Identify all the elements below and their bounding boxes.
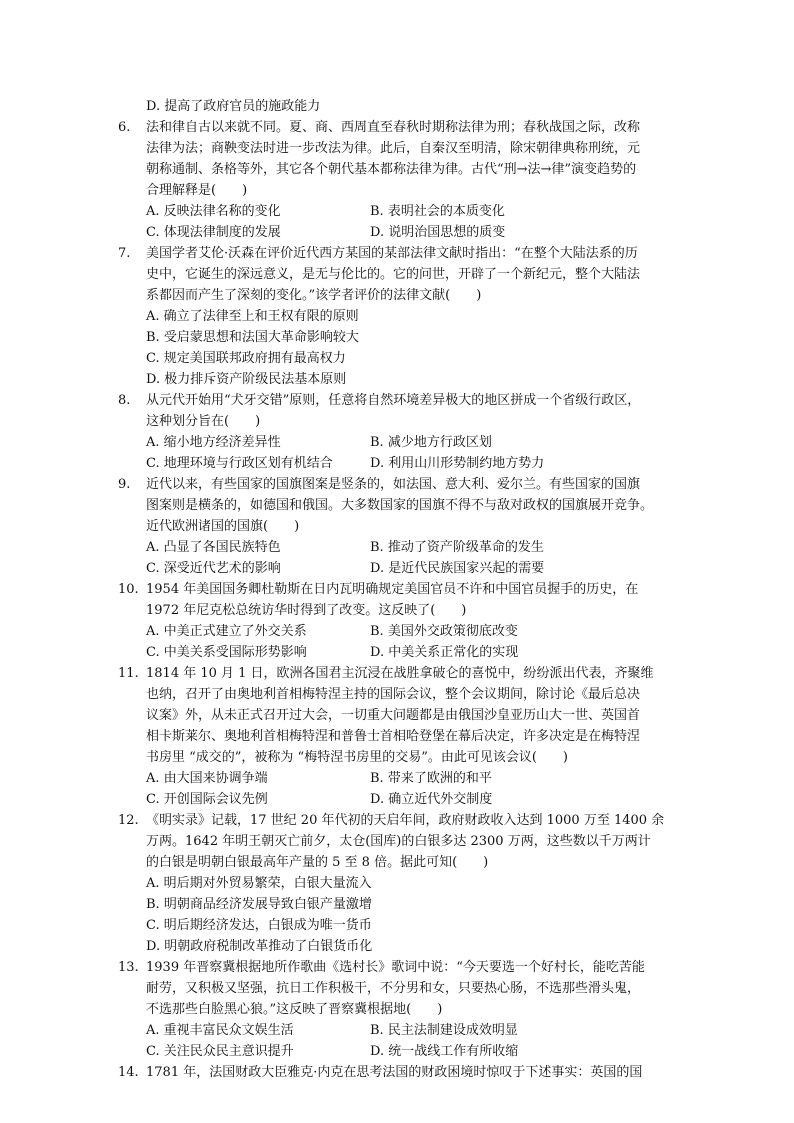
answer-option[interactable]: B. 受启蒙思想和法国大革命影响较大 [146, 330, 359, 345]
question-number: 12. [118, 813, 139, 828]
question-stem-line: 从元代开始用“犬牙交错”原则，任意将自然环境差异极大的地区拼成一个省级行政区， [146, 393, 641, 408]
option-row [146, 348, 678, 369]
answer-option[interactable]: C. 规定美国联邦政府拥有最高权力 [146, 351, 346, 366]
question-stem-line: 法和律自古以来就不同。夏、商、西周直至春秋时期称法律为刑；春秋战国之际，改称 [146, 120, 641, 135]
question-8 [118, 390, 678, 474]
option-text: D. 提高了政府官员的施政能力 [146, 99, 321, 114]
answer-option[interactable]: A. 凸显了各国民族特色 [146, 540, 281, 555]
question-number: 6. [118, 120, 131, 135]
question-stem-line: 的白银是明朝白银最高年产量的 5 至 8 倍。据此可知( ) [146, 855, 489, 870]
answer-option[interactable]: C. 关注民众民主意识提升 [146, 1044, 294, 1059]
option-row [146, 789, 678, 810]
question-stem-line: 1781 年，法国财政大臣雅克·内克在思考法国的财政困境时惊叹于下述事实：英国的国 [146, 1065, 643, 1080]
answer-option[interactable]: D. 说明治国思想的质变 [370, 225, 506, 240]
question-stem-line: 法律为法；商鞅变法时进一步改法为律。此后，自秦汉至明清，除宋朝律典称刑统，元 [146, 141, 641, 156]
answer-option[interactable]: D. 利用山川形势制约地方势力 [370, 456, 545, 471]
option-row [146, 453, 678, 474]
answer-option[interactable]: A. 明后期对外贸易繁荣，白银大量流入 [146, 876, 372, 891]
answer-option[interactable]: A. 由大国来协调争端 [146, 771, 268, 786]
option-row [146, 222, 678, 243]
question-stem-line: 1814 年 10 月 1 日，欧洲各国君主沉浸在战胜拿破仑的喜悦中，纷纷派出代表，齐聚维 [146, 666, 654, 681]
option-row [146, 873, 678, 894]
question-list [118, 96, 678, 1083]
option-row [146, 537, 678, 558]
option-row [146, 306, 678, 327]
question-stem-line: 议案》外，从未正式召开过大会，一切重大问题都是由俄国沙皇亚历山大一世、英国首 [146, 708, 641, 723]
question-9 [118, 474, 678, 579]
answer-option[interactable]: A. 重视丰富民众文娱生活 [146, 1023, 294, 1038]
question-stem-line: 史中，它诞生的深远意义，是无与伦比的。它的问世，开辟了一个新纪元，整个大陆法 [146, 267, 641, 282]
question-14 [118, 1062, 678, 1083]
question-stem-line: 1972 年尼克松总统访华时得到了改变。这反映了( ) [146, 603, 467, 618]
answer-option[interactable]: B. 明朝商品经济发展导致白银产量激增 [146, 897, 372, 912]
answer-option[interactable]: B. 推动了资产阶级革命的发生 [370, 540, 544, 555]
question-stem-line: 也纳，召开了由奥地利首相梅特涅主持的国际会议，整个会议期间，除讨论《最后总决 [146, 687, 641, 702]
answer-option[interactable]: B. 带来了欧洲的和平 [370, 771, 492, 786]
option-row [146, 621, 678, 642]
question-number: 7. [118, 246, 131, 261]
answer-option[interactable]: D. 确立近代外交制度 [370, 792, 493, 807]
answer-option[interactable]: A. 确立了法律至上和王权有限的原则 [146, 309, 359, 324]
question-stem-line: 书房里 “成交的”，被称为 “梅特涅书房里的交易”。由此可见该会议( ) [146, 750, 568, 765]
question-stem-line: 美国学者艾伦·沃森在评价近代西方某国的某部法律文献时指出：“在整个大陆法系的历 [146, 246, 638, 261]
question-stem-line: 耐劳，又积极又坚强，抗日工作积极干，不分男和女，只要热心肠，不选那些滑头鬼， [146, 981, 641, 996]
question-stem-line: 《明实录》记载，17 世纪 20 年代初的天启年间，政府财政收入达到 1000 万至 1400 余 [146, 813, 665, 828]
lead-option [118, 96, 678, 117]
question-number: 14. [118, 1065, 139, 1080]
answer-option[interactable]: A. 反映法律名称的变化 [146, 204, 281, 219]
option-row [146, 558, 678, 579]
option-row [146, 1041, 678, 1062]
question-stem-line: 1954 年美国国务卿杜勒斯在日内瓦明确规定美国官员不许和中国官员握手的历史，在 [146, 582, 639, 597]
option-row [146, 201, 678, 222]
answer-option[interactable]: C. 体现法律制度的发展 [146, 225, 281, 240]
option-row [146, 327, 678, 348]
answer-option[interactable]: C. 开创国际会议先例 [146, 792, 268, 807]
answer-option[interactable]: C. 中美关系受国际形势影响 [146, 645, 307, 660]
answer-option[interactable]: D. 极力排斥资产阶级民法基本原则 [146, 372, 347, 387]
question-number: 11. [118, 666, 139, 681]
question-stem-line: 合理解释是( ) [146, 183, 248, 198]
option-row [146, 915, 678, 936]
question-stem-line: 万两。1642 年明王朝灭亡前夕，太仓(国库)的白银多达 2300 万两，这些数以千万两计 [146, 834, 651, 849]
question-number: 13. [118, 960, 139, 975]
question-11 [118, 663, 678, 810]
answer-option[interactable]: D. 统一战线工作有所收缩 [370, 1044, 519, 1059]
answer-option[interactable]: B. 民主法制建设成效明显 [370, 1023, 518, 1038]
answer-option[interactable]: B. 表明社会的本质变化 [370, 204, 505, 219]
question-stem-line: 相卡斯莱尔、奥地利首相梅特涅和普鲁士首相哈登堡在幕后决定，许多决定是在梅特涅 [146, 729, 641, 744]
option-row [146, 936, 678, 957]
option-row [146, 768, 678, 789]
option-row [146, 642, 678, 663]
question-10 [118, 579, 678, 663]
question-stem-line: 图案则是横条的，如德国和俄国。大多数国家的国旗不得不与敌对政权的国旗展开竞争。 [146, 498, 654, 513]
answer-option[interactable]: B. 减少地方行政区划 [370, 435, 492, 450]
question-stem-line: 朝称通制、条格等外，其它各个朝代基本都称法律为律。古代“刑→法→律”演变趋势的 [146, 162, 637, 177]
answer-option[interactable]: A. 中美正式建立了外交关系 [146, 624, 307, 639]
answer-option[interactable]: A. 缩小地方经济差异性 [146, 435, 281, 450]
option-row [146, 894, 678, 915]
answer-option[interactable]: B. 美国外交政策彻底改变 [370, 624, 518, 639]
question-6 [118, 117, 678, 243]
answer-option[interactable]: D. 是近代民族国家兴起的需要 [370, 561, 545, 576]
option-row [146, 432, 678, 453]
option-row [146, 369, 678, 390]
question-stem-line: 近代欧洲诸国的国旗( ) [146, 519, 300, 534]
answer-option[interactable]: C. 明后期经济发达，白银成为唯一货币 [146, 918, 372, 933]
question-stem-line: 系都因而产生了深刻的变化。”该学者评价的法律文献( ) [146, 288, 482, 303]
option-row [146, 1020, 678, 1041]
question-stem-line: 这种划分旨在( ) [146, 414, 261, 429]
answer-option[interactable]: C. 深受近代艺术的影响 [146, 561, 281, 576]
answer-option[interactable]: C. 地理环境与行政区划有机结合 [146, 456, 333, 471]
question-stem-line: 1939 年晋察冀根据地所作歌曲《选村长》歌词中说：“今天要选一个好村长，能吃苦能 [146, 960, 645, 975]
question-stem-line: 近代以来，有些国家的国旗图案是竖条的，如法国、意大利、爱尔兰。有些国家的国旗 [146, 477, 641, 492]
question-number: 9. [118, 477, 131, 492]
question-number: 10. [118, 582, 139, 597]
answer-option[interactable]: D. 中美关系正常化的实现 [370, 645, 519, 660]
question-number: 8. [118, 393, 131, 408]
question-12 [118, 810, 678, 957]
answer-option[interactable]: D. 明朝政府税制改革推动了白银货币化 [146, 939, 373, 954]
question-stem-line: 不选那些白脸黑心狼。”这反映了晋察冀根据地( ) [146, 1002, 443, 1017]
question-13 [118, 957, 678, 1062]
question-7 [118, 243, 678, 390]
